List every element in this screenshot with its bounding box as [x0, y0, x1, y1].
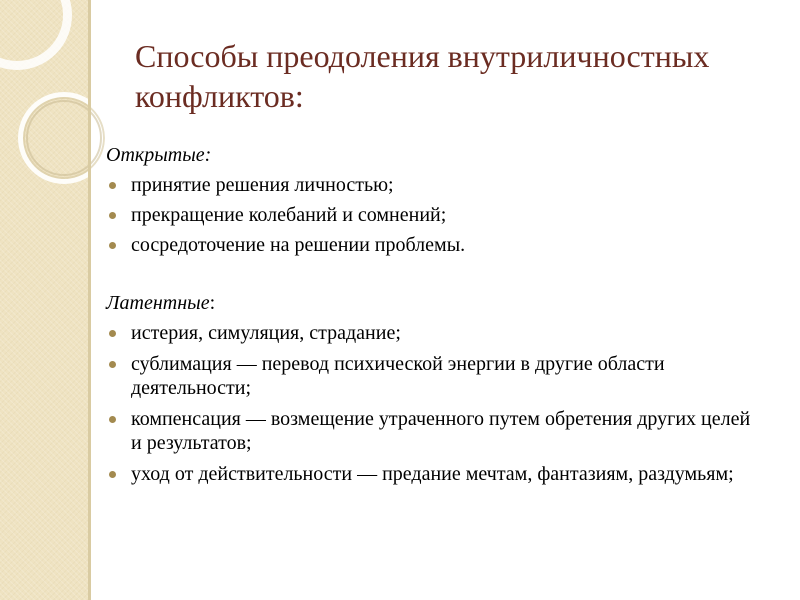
section-heading-latent: [106, 291, 756, 315]
bullet-icon: [109, 471, 116, 478]
section-latent: [106, 291, 756, 486]
list-item-text: сублимация — перевод психической энергии в другие области деятельности;: [131, 353, 665, 399]
section-heading-colon: :: [204, 144, 212, 166]
decorative-side-band: [0, 0, 88, 600]
bullet-icon: [109, 416, 116, 423]
list-item-text: прекращение колебаний и сомнений;: [131, 204, 447, 226]
list-item-text: принятие решения личностью;: [131, 174, 394, 196]
list-item-text: компенсация — возмещение утраченного путем обретения других целей и результатов;: [131, 408, 751, 454]
list-item: [106, 173, 756, 197]
list-open: [106, 173, 756, 257]
bullet-icon: [109, 182, 116, 189]
band-divider: [88, 0, 91, 600]
bullet-icon: [109, 212, 116, 219]
section-heading-text: Открытые: [106, 144, 205, 166]
bullet-icon: [109, 242, 116, 249]
list-item: [106, 321, 756, 345]
list-item: [106, 203, 756, 227]
section-open: [106, 143, 756, 257]
list-latent: [106, 321, 756, 486]
section-heading-open: [106, 143, 756, 167]
section-gap: [106, 263, 756, 291]
list-item: [106, 233, 756, 257]
list-item-text: истерия, симуляция, страдание;: [131, 322, 401, 344]
list-item-text: сосредоточение на решении проблемы.: [131, 234, 466, 256]
slide-content: [106, 143, 756, 493]
slide-title: Способы преодоления внутриличностных конфликтов:: [135, 38, 710, 114]
section-heading-text: Латентные: [106, 292, 210, 314]
section-heading-colon: :: [209, 292, 216, 314]
bullet-icon: [109, 330, 116, 337]
bullet-icon: [109, 361, 116, 368]
list-item: [106, 352, 756, 400]
decorative-ring: [0, 0, 72, 70]
list-item-text: уход от действительности — предание мечтам, фантазиям, раздумьям;: [131, 463, 734, 485]
list-item: [106, 407, 756, 455]
list-item: [106, 462, 756, 486]
